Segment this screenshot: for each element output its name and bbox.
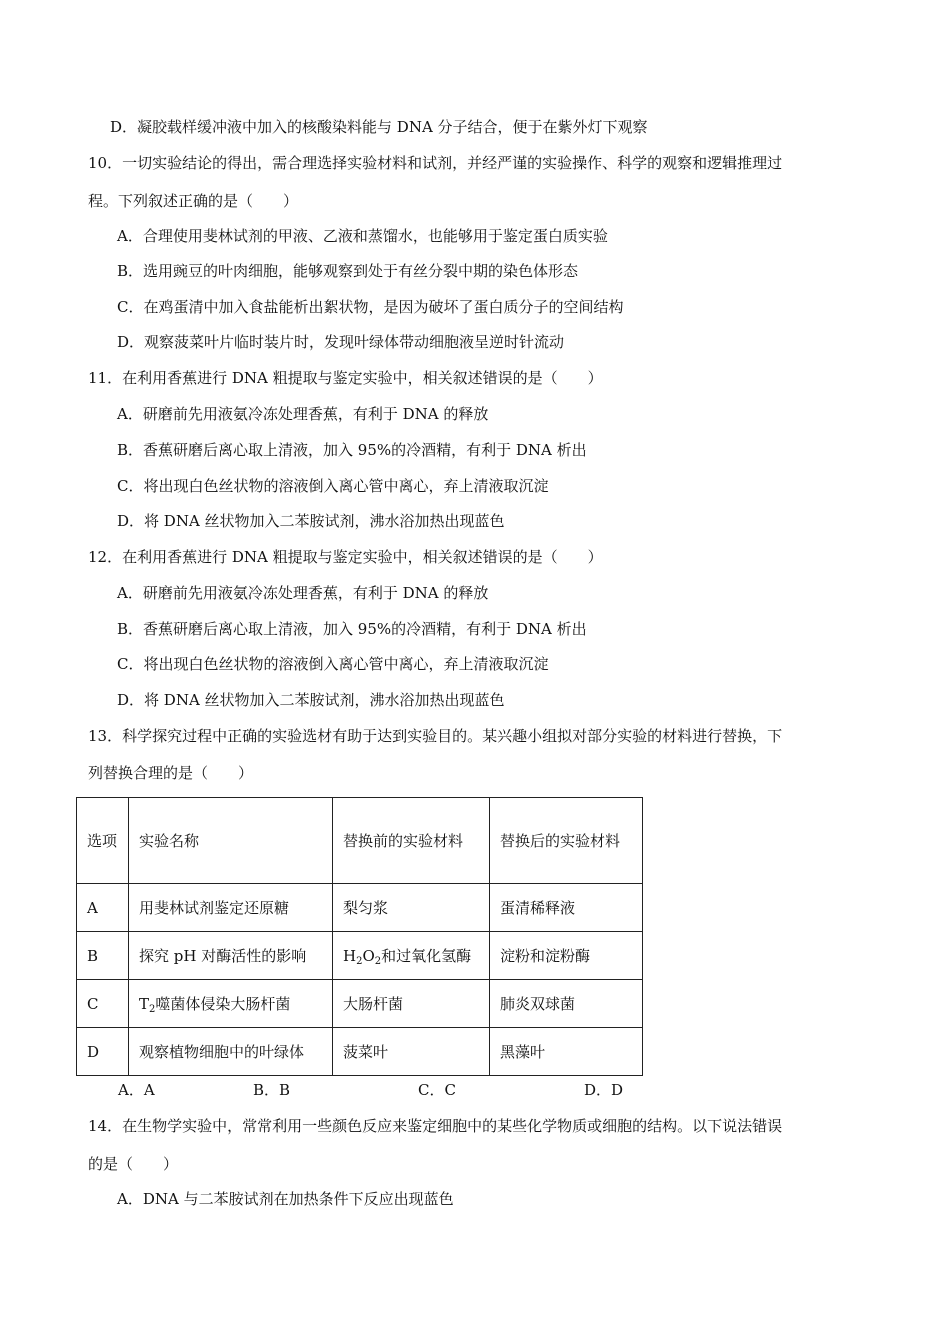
q14-stem-line1: 14．在生物学实验中，常常利用一些颜色反应来鉴定细胞中的某些化学物质或细胞的结构。以下说法错误 <box>88 1117 783 1135</box>
q11-option-a: A．研磨前先用液氨冷冻处理香蕉，有利于 DNA 的释放 <box>117 405 489 423</box>
row-option: B <box>77 932 129 980</box>
q13-answer-b: B．B <box>253 1081 291 1099</box>
table-row <box>77 932 643 980</box>
q11-option-b: B．香蕉研磨后离心取上清液，加入 95%的冷酒精，有利于 DNA 析出 <box>117 441 587 459</box>
formula-h: H <box>343 947 357 965</box>
q12-option-b: B．香蕉研磨后离心取上清液，加入 95%的冷酒精，有利于 DNA 析出 <box>117 620 587 638</box>
q13-table <box>76 797 643 1076</box>
formula-o: O <box>362 947 375 965</box>
q13-stem-line2: 列替换合理的是（ ） <box>88 764 254 782</box>
row-material-after: 黑藻叶 <box>490 1028 643 1076</box>
row-material-before: 梨匀浆 <box>333 884 490 932</box>
q13-answer-d: D．D <box>584 1081 624 1099</box>
q11-option-d: D．将 DNA 丝状物加入二苯胺试剂，沸水浴加热出现蓝色 <box>117 512 505 530</box>
q10-stem-line2: 程。下列叙述正确的是（ ） <box>88 192 299 210</box>
phage-sub: 2 <box>149 1004 156 1015</box>
row-option: D <box>77 1028 129 1076</box>
q13-answer-c: C．C <box>418 1081 456 1099</box>
row-option: C <box>77 980 129 1028</box>
q11-stem: 11．在利用香蕉进行 DNA 粗提取与鉴定实验中，相关叙述错误的是（ ） <box>88 369 603 387</box>
q12-option-d: D．将 DNA 丝状物加入二苯胺试剂，沸水浴加热出现蓝色 <box>117 691 505 709</box>
q14-stem-line2: 的是（ ） <box>88 1155 179 1173</box>
row-material-after: 肺炎双球菌 <box>490 980 643 1028</box>
header-experiment-name: 实验名称 <box>129 798 333 884</box>
q12-option-c: C．将出现白色丝状物的溶液倒入离心管中离心，弃上清液取沉淀 <box>117 655 549 673</box>
formula-sub: 2 <box>374 956 382 967</box>
phage-t: T <box>139 995 150 1013</box>
q10-stem-line1: 10．一切实验结论的得出，需合理选择实验材料和试剂，并经严谨的实验操作、科学的观察和逻辑推理过 <box>88 154 783 172</box>
table-row <box>77 980 643 1028</box>
row-experiment-name <box>129 980 333 1028</box>
q9-option-d: D．凝胶载样缓冲液中加入的核酸染料能与 DNA 分子结合，便于在紫外灯下观察 <box>110 118 648 136</box>
row-material-after: 蛋清稀释液 <box>490 884 643 932</box>
formula-rest: 和过氧化氢酶 <box>381 947 472 965</box>
table-header-row <box>77 798 643 884</box>
q11-option-c: C．将出现白色丝状物的溶液倒入离心管中离心，弃上清液取沉淀 <box>117 477 549 495</box>
header-material-before: 替换前的实验材料 <box>333 798 490 884</box>
q12-stem: 12．在利用香蕉进行 DNA 粗提取与鉴定实验中，相关叙述错误的是（ ） <box>88 548 603 566</box>
q13-stem-line1: 13．科学探究过程中正确的实验选材有助于达到实验目的。某兴趣小组拟对部分实验的材料进行替换，下 <box>88 727 783 745</box>
q10-option-c: C．在鸡蛋清中加入食盐能析出絮状物，是因为破坏了蛋白质分子的空间结构 <box>117 298 624 316</box>
row-material-after: 淀粉和淀粉酶 <box>490 932 643 980</box>
row-material-before: 大肠杆菌 <box>333 980 490 1028</box>
row-material-before <box>333 932 490 980</box>
q10-option-d: D．观察菠菜叶片临时装片时，发现叶绿体带动细胞液呈逆时针流动 <box>117 333 565 351</box>
header-option-text: 选项 <box>87 831 118 850</box>
q13-answer-a: A．A <box>118 1081 155 1099</box>
q10-option-b: B．选用豌豆的叶肉细胞，能够观察到处于有丝分裂中期的染色体形态 <box>117 262 579 280</box>
row-experiment-name: 用斐林试剂鉴定还原糖 <box>129 884 333 932</box>
q12-option-a: A．研磨前先用液氨冷冻处理香蕉，有利于 DNA 的释放 <box>117 584 489 602</box>
row-material-before: 菠菜叶 <box>333 1028 490 1076</box>
formula-sub: 2 <box>356 956 363 967</box>
header-material-after: 替换后的实验材料 <box>490 798 643 884</box>
q10-option-a: A．合理使用斐林试剂的甲液、乙液和蒸馏水，也能够用于鉴定蛋白质实验 <box>117 227 608 245</box>
table-row <box>77 1028 643 1076</box>
row-experiment-name: 探究 pH 对酶活性的影响 <box>129 932 333 980</box>
table-row <box>77 884 643 932</box>
row-option: A <box>77 884 129 932</box>
phage-rest: 噬菌体侵染大肠杆菌 <box>155 995 291 1013</box>
row-experiment-name: 观察植物细胞中的叶绿体 <box>129 1028 333 1076</box>
header-option <box>77 798 129 884</box>
q14-option-a: A．DNA 与二苯胺试剂在加热条件下反应出现蓝色 <box>117 1190 454 1208</box>
